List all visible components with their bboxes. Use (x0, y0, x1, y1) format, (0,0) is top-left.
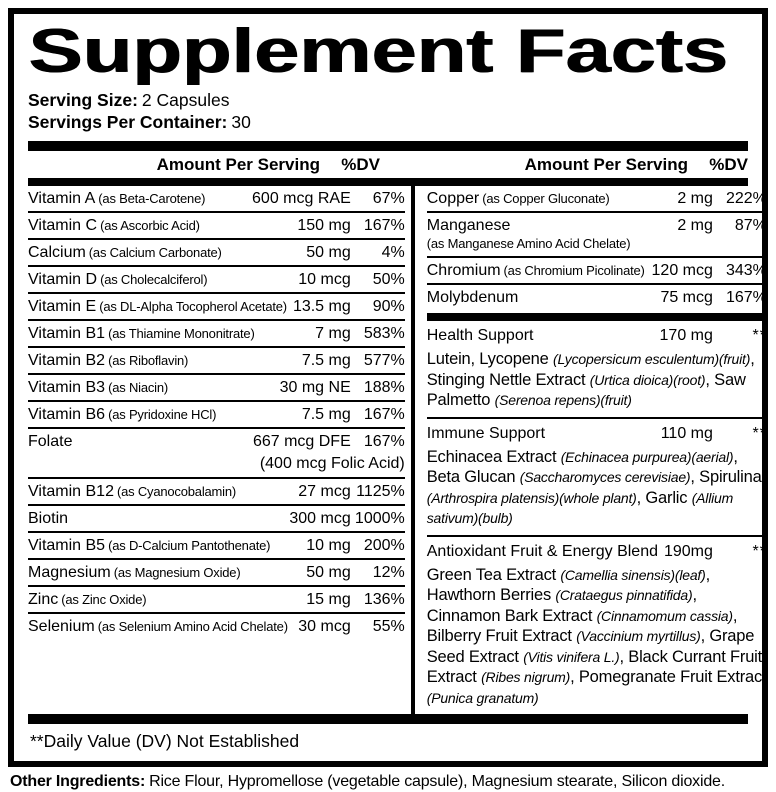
nutrient-dv: 12% (372, 564, 405, 582)
nutrient-name: Magnesium (28, 564, 111, 582)
nutrient-amount: 75 mcg (660, 289, 713, 307)
nutrient-amount-line2: (400 mcg Folic Acid) (259, 455, 405, 473)
footnote: **Daily Value (DV) Not Established (30, 731, 300, 752)
nutrient-amount: 30 mcg (298, 618, 351, 636)
botanical-name: (Vaccinium myrtillus) (576, 628, 701, 645)
nutrient-dv: 583% (363, 325, 405, 343)
nutrient-row-line (28, 429, 405, 454)
servings-per-container-label: Servings Per Container: (28, 112, 228, 133)
blend-amount: 110 mg (660, 424, 713, 442)
minerals-group (427, 186, 767, 310)
thick-divider-bar-bottom (28, 714, 748, 724)
nutrient-name: Vitamin A (28, 190, 96, 208)
nutrient-row-line (28, 587, 405, 612)
nutrient-row (28, 533, 405, 560)
blend-description (427, 446, 767, 535)
nutrient-row-line (28, 533, 405, 558)
botanical-name: (Ribes nigrum) (481, 669, 571, 686)
nutrient-amount: 667 mcg DFE (252, 433, 351, 451)
nutrient-dv: 136% (363, 591, 405, 609)
nutrient-amount: 600 mcg RAE (252, 190, 351, 208)
nutrient-source-detail: (as Niacin) (108, 380, 169, 396)
nutrient-source-detail: (as Chromium Picolinate) (503, 263, 645, 279)
nutrient-name: Vitamin B12 (28, 483, 114, 501)
nutrient-name: Manganese (426, 217, 511, 235)
nutrient-row (427, 258, 767, 285)
nutrient-name: Selenium (28, 618, 95, 636)
botanical-name: (Lycopersicum esculentum)(fruit) (553, 351, 751, 368)
nutrient-row (427, 213, 767, 258)
ingredient-name: , Beta Glucan (426, 447, 738, 487)
botanical-name: (Punica granatum) (426, 689, 539, 706)
nutrient-source-detail: (as D-Calcium Pantothenate) (108, 538, 271, 554)
ingredient-name: Green Tea Extract (426, 565, 561, 584)
blend-name: Antioxidant Fruit & Energy Blend (426, 542, 658, 560)
nutrient-name-cell (28, 270, 292, 290)
nutrient-name-cell (28, 590, 300, 610)
serving-size (28, 89, 748, 111)
blend-dv: ** (752, 327, 767, 345)
nutrient-name: Vitamin B5 (28, 537, 106, 555)
blend-description (427, 348, 767, 417)
nutrient-row-line (28, 267, 405, 292)
serving-size-label: Serving Size: (28, 90, 138, 111)
nutrient-name: Biotin (28, 510, 69, 528)
ingredient-name: , Saw Palmetto (426, 370, 746, 410)
nutrient-name: Molybdenum (426, 289, 519, 307)
percent-dv-header: %DV (709, 155, 748, 175)
nutrient-source-detail: (as Pyridoxine HCl) (108, 407, 217, 423)
nutrient-dv: 1125% (356, 483, 405, 501)
nutrient-name-cell (28, 405, 296, 425)
nutrient-dv: 55% (372, 618, 405, 636)
nutrient-dv: 87% (734, 217, 767, 235)
blend-name: Immune Support (426, 424, 546, 442)
botanical-name: (Camellia sinensis)(leaf) (560, 566, 706, 583)
nutrient-source-detail: (as Riboflavin) (108, 353, 189, 369)
nutrient-name: Zinc (28, 591, 59, 609)
nutrient-row-line (28, 240, 405, 265)
nutrient-amount: 2 mg (677, 190, 713, 208)
percent-dv-header: %DV (341, 155, 380, 175)
ingredient-name: , Grape Seed Extract (426, 627, 755, 666)
blend-name: Health Support (426, 327, 534, 345)
nutrient-name-cell (28, 324, 309, 344)
nutrient-dv: 167% (363, 433, 405, 451)
ingredient-name: Echinacea Extract (426, 447, 561, 466)
nutrient-name: Vitamin B1 (28, 325, 106, 343)
nutrient-amount: 13.5 mg (292, 298, 351, 316)
other-ingredients-text: Rice Flour, Hypromellose (vegetable capsule), Magnesium stearate, Silicon dioxide. (149, 773, 725, 791)
ingredient-name: , Hawthorn Berries (426, 565, 710, 605)
nutrient-amount: 10 mcg (298, 271, 351, 289)
nutrient-amount: 150 mg (297, 217, 351, 235)
nutrient-row-line (28, 506, 405, 531)
table-header-row (28, 151, 748, 178)
nutrient-row (28, 348, 405, 375)
nutrient-row (28, 375, 405, 402)
nutrient-amount: 10 mg (306, 537, 351, 555)
nutrient-name: Chromium (426, 262, 501, 280)
nutrient-column-left (28, 186, 405, 714)
blend-row (427, 419, 767, 537)
blend-amount: 170 mg (659, 327, 713, 345)
nutrient-name-cell (28, 378, 274, 398)
supplement-label-page (0, 8, 776, 792)
nutrient-name-cell (28, 216, 291, 236)
nutrient-amount: 7 mg (315, 325, 351, 343)
blend-header-line (427, 537, 767, 564)
nutrient-source-detail-line2: (as Manganese Amino Acid Chelate) (426, 236, 631, 252)
blend-amount: 190mg (663, 542, 713, 560)
ingredient-name: , Spirulina (690, 468, 762, 487)
nutrient-row (28, 186, 405, 213)
nutrient-row-line (427, 213, 767, 238)
nutrient-dv: 1000% (354, 510, 405, 528)
botanical-name: (Saccharomyces cerevisiae) (519, 469, 691, 486)
nutrient-row (28, 614, 405, 639)
nutrient-name: Calcium (28, 244, 86, 262)
botanical-name: (Cinnamomum cassia) (596, 607, 733, 624)
nutrient-source-detail: (as DL-Alpha Tocopherol Acetate) (99, 299, 287, 315)
nutrient-row (28, 213, 405, 240)
nutrient-row (28, 294, 405, 321)
nutrient-dv: 4% (381, 244, 405, 262)
nutrient-name: Vitamin B2 (28, 352, 106, 370)
nutrient-name: Vitamin D (28, 271, 98, 289)
nutrient-dv: 90% (372, 298, 405, 316)
thick-divider-bar-minerals (427, 313, 767, 321)
nutrient-row-line (427, 186, 767, 211)
nutrient-name: Vitamin B6 (28, 406, 106, 424)
blend-header-line (427, 321, 767, 348)
nutrient-amount: 7.5 mg (301, 352, 351, 370)
nutrient-dv: 50% (372, 271, 405, 289)
nutrient-amount: 7.5 mg (301, 406, 351, 424)
thick-divider-bar-top (28, 141, 748, 151)
ingredient-name: , Pomegranate Fruit Extract (570, 668, 767, 687)
botanical-name: (Urtica dioica)(root) (589, 371, 706, 388)
nutrient-name: Vitamin B3 (28, 379, 106, 397)
nutrient-row (28, 560, 405, 587)
serving-size-value: 2 Capsules (141, 90, 230, 111)
nutrient-source-detail: (as Beta-Carotene) (98, 191, 206, 207)
nutrient-name-cell (28, 432, 247, 452)
blend-dv: ** (752, 542, 767, 560)
nutrient-row (28, 479, 405, 506)
nutrient-dv: 167% (725, 289, 767, 307)
nutrient-source-detail: (as Zinc Oxide) (61, 592, 147, 608)
nutrient-row-line (28, 213, 405, 238)
nutrient-amount: 300 mcg (289, 510, 351, 528)
nutrient-row-line (28, 402, 405, 427)
nutrient-row (28, 402, 405, 429)
nutrient-row (28, 321, 405, 348)
ingredient-name: , Bilberry Fruit Extract (426, 606, 738, 646)
nutrient-name-cell (28, 617, 292, 637)
nutrient-name-cell (28, 482, 292, 502)
nutrient-amount: 50 mg (306, 564, 351, 582)
nutrient-row-line (28, 614, 405, 639)
nutrient-name-cell (427, 288, 655, 308)
nutrient-name-cell (28, 563, 300, 583)
botanical-name: (Crataegus pinnatifida) (555, 587, 693, 604)
nutrient-name-cell (28, 509, 283, 529)
nutrient-source-detail: (as Thiamine Mononitrate) (108, 326, 255, 342)
amount-per-serving-header: Amount Per Serving (524, 155, 688, 175)
nutrient-name-cell (28, 297, 287, 317)
nutrient-name-cell (28, 536, 300, 556)
nutrient-row (28, 240, 405, 267)
amount-per-serving-header: Amount Per Serving (156, 155, 320, 175)
botanical-name: (Allium sativum)(bulb) (426, 489, 734, 527)
nutrient-row (427, 285, 767, 310)
serving-info (28, 89, 748, 133)
nutrient-row-line (28, 560, 405, 585)
nutrient-row (28, 429, 405, 479)
ingredient-name: , Cinnamon Bark Extract (426, 586, 697, 625)
nutrient-source-detail: (as Selenium Amino Acid Chelate) (97, 619, 288, 635)
nutrient-row (28, 267, 405, 294)
botanical-name: (Vitis vinifera L.) (523, 648, 620, 665)
ingredient-name: , Stinging Nettle Extract (426, 350, 755, 389)
supplement-facts-title: Supplement Facts (28, 17, 728, 86)
nutrient-name: Vitamin C (28, 217, 98, 235)
nutrient-amount: 120 mcg (651, 262, 713, 280)
nutrient-source-detail: (as Copper Gluconate) (482, 191, 610, 207)
nutrient-dv: 577% (363, 352, 405, 370)
nutrient-source-detail: (as Cyanocobalamin) (116, 484, 237, 500)
nutrient-dv: 167% (363, 406, 405, 424)
botanical-name: (Echinacea purpurea)(aerial) (560, 448, 734, 465)
nutrient-row-line (28, 375, 405, 400)
other-ingredients (10, 772, 768, 792)
nutrient-row-line (28, 186, 405, 211)
blend-header-line (427, 419, 767, 446)
nutrient-source-detail: (as Calcium Carbonate) (88, 245, 222, 261)
table-header-right (390, 155, 748, 175)
ingredient-name: , Black Currant Fruit Extract (426, 647, 763, 687)
nutrient-amount: 15 mg (306, 591, 351, 609)
thick-divider-bar-header (28, 178, 748, 186)
nutrient-source-detail: (as Magnesium Oxide) (113, 565, 241, 581)
blend-description (427, 564, 767, 715)
nutrient-row (427, 186, 767, 213)
nutrient-row-line (427, 258, 767, 283)
nutrient-dv: 67% (372, 190, 405, 208)
nutrient-name-cell (28, 243, 300, 263)
nutrient-name-cell (427, 189, 672, 209)
nutrient-dv: 200% (363, 537, 405, 555)
nutrient-name-cell (28, 351, 296, 371)
other-ingredients-label: Other Ingredients: (10, 773, 146, 791)
supplement-facts-panel (8, 8, 768, 767)
nutrient-dv: 167% (363, 217, 405, 235)
nutrient-column-right (415, 186, 767, 714)
nutrient-name: Folate (28, 433, 73, 451)
nutrient-name-cell (427, 261, 646, 281)
nutrient-row-line (28, 348, 405, 373)
blend-dv: ** (752, 424, 767, 442)
nutrient-amount: 50 mg (306, 244, 351, 262)
botanical-name: (Serenoa repens)(fruit) (494, 392, 632, 409)
nutrient-name-cell (28, 189, 246, 209)
nutrient-row (28, 506, 405, 533)
nutrient-row-line (28, 294, 405, 319)
ingredient-name: , Garlic (636, 488, 692, 507)
nutrient-dv: 188% (363, 379, 405, 397)
blends-group (427, 321, 767, 714)
nutrient-columns (28, 186, 767, 714)
servings-per-container-value: 30 (231, 112, 251, 133)
nutrient-amount: 27 mcg (298, 483, 351, 501)
nutrient-row-line (427, 285, 767, 310)
nutrient-name: Vitamin E (28, 298, 97, 316)
botanical-name: (Arthrospira platensis)(whole plant) (426, 489, 637, 506)
servings-per-container (28, 111, 748, 133)
nutrient-source-detail: (as Cholecalciferol) (100, 272, 208, 288)
nutrient-dv: 222% (725, 190, 767, 208)
nutrient-source-detail: (as Ascorbic Acid) (100, 218, 200, 234)
nutrient-row (28, 587, 405, 614)
nutrient-name-cell (427, 216, 672, 236)
ingredient-name: Lutein, Lycopene (426, 350, 554, 369)
nutrient-row-line (28, 479, 405, 504)
nutrient-name: Copper (426, 190, 480, 208)
nutrient-amount: 2 mg (677, 217, 713, 235)
blend-row (427, 537, 767, 715)
nutrient-amount: 30 mg NE (279, 379, 351, 397)
nutrient-dv: 343% (725, 262, 767, 280)
nutrient-row-line (28, 321, 405, 346)
table-header-left (28, 155, 380, 175)
blend-row (427, 321, 767, 419)
